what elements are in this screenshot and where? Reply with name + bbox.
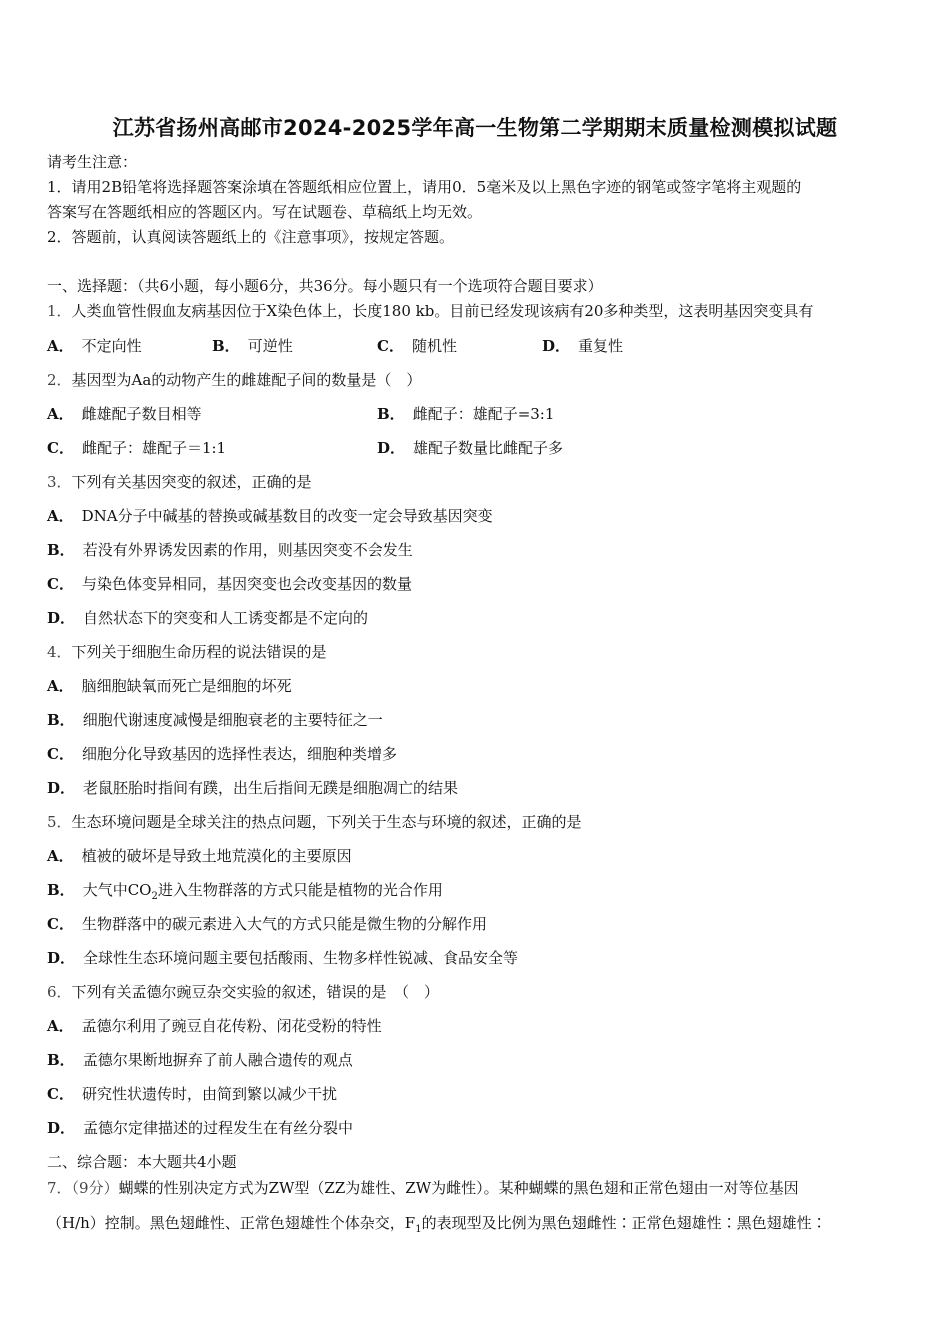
notice-line-1b: 答案写在答题纸相应的答题区内。写在试题卷、草稿纸上均无效。 xyxy=(47,203,483,221)
option-c[interactable]: C． 研究性状遗传时，由简到繁以减少干扰 xyxy=(47,1085,337,1103)
option-a[interactable]: A． DNA分子中碱基的替换或碱基数目的改变一定会导致基因突变 xyxy=(47,507,493,525)
option-c[interactable]: C． 与染色体变异相同，基因突变也会改变基因的数量 xyxy=(47,575,412,593)
option-a[interactable]: A． 不定向性 xyxy=(47,337,142,355)
option-a[interactable]: A． 植被的破坏是导致土地荒漠化的主要原因 xyxy=(47,847,352,865)
option-b[interactable]: B． 孟德尔果断地摒弃了前人融合遗传的观点 xyxy=(47,1051,353,1069)
question-7-line-2: （H/h）控制。黑色翅雌性、正常色翅雄性个体杂交，$F_1$的表现型及比例为黑色翅雌性∶正常色翅雄性∶黑色翅雄性∶ xyxy=(47,1214,827,1235)
question-6: 6．下列有关孟德尔豌豆杂交实验的叙述，错误的是 （ ） xyxy=(47,983,440,1001)
notice-heading: 请考生注意： xyxy=(47,153,138,171)
option-c[interactable]: C． 生物群落中的碳元素进入大气的方式只能是微生物的分解作用 xyxy=(47,915,487,933)
section-2-heading: 二、综合题：本大题共4小题 xyxy=(47,1153,237,1171)
option-b[interactable]: B． 雌配子：雄配子=3:1 xyxy=(377,405,555,423)
option-a[interactable]: A． 孟德尔利用了豌豆自花传粉、闭花受粉的特性 xyxy=(47,1017,382,1035)
notice-line-1: 1．请用2B铅笔将选择题答案涂填在答题纸相应位置上，请用0．5毫米及以上黑色字迹的钢笔或签字笔将主观题的 xyxy=(47,178,802,196)
q1-options xyxy=(47,336,907,356)
q2-options-row-1 xyxy=(47,404,907,424)
option-d[interactable]: D． 雄配子数量比雌配子多 xyxy=(377,439,564,457)
page-title: 江苏省扬州高邮市2024-2025学年高一生物第二学期期末质量检测模拟试题 xyxy=(112,116,838,140)
question-1 xyxy=(47,301,813,321)
question-2: 2．基因型为Aa的动物产生的雌雄配子间的数量是（ ） xyxy=(47,371,422,389)
option-c[interactable]: C． 随机性 xyxy=(377,337,457,355)
question-5: 5．生态环境问题是全球关注的热点问题，下列关于生态与环境的叙述，正确的是 xyxy=(47,813,582,831)
option-b[interactable]: B． 大气中$CO_2$进入生物群落的方式只能是植物的光合作用 xyxy=(47,881,443,902)
notice-line-2: 2．答题前，认真阅读答题纸上的《注意事项》，按规定答题。 xyxy=(47,228,455,246)
option-c[interactable]: C． 雌配子：雄配子＝1:1 xyxy=(47,439,227,457)
option-d[interactable]: D． 自然状态下的突变和人工诱变都是不定向的 xyxy=(47,609,369,627)
question-number: 1． xyxy=(47,302,72,320)
question-text: 人类血管性假血友病基因位于X染色体上，长度180 kb。目前已经发现该病有20多种类型，这表明基因突变具有 xyxy=(71,302,814,320)
option-a[interactable]: A． 脑细胞缺氧而死亡是细胞的坏死 xyxy=(47,677,292,695)
option-c[interactable]: C． 细胞分化导致基因的选择性表达，细胞种类增多 xyxy=(47,745,397,763)
option-d[interactable]: D． 老鼠胚胎时指间有蹼，出生后指间无蹼是细胞凋亡的结果 xyxy=(47,779,459,797)
option-b[interactable]: B． 可逆性 xyxy=(212,337,293,355)
question-4: 4．下列关于细胞生命历程的说法错误的是 xyxy=(47,643,327,661)
option-a[interactable]: A． 雌雄配子数目相等 xyxy=(47,405,202,423)
option-d[interactable]: D． 重复性 xyxy=(542,337,624,355)
q2-options-row-2 xyxy=(47,438,907,458)
question-3: 3．下列有关基因突变的叙述，正确的是 xyxy=(47,473,312,491)
option-d[interactable]: D． 孟德尔定律描述的过程发生在有丝分裂中 xyxy=(47,1119,354,1137)
section-1-heading: 一、选择题：（共6小题，每小题6分，共36分。每小题只有一个选项符合题目要求） xyxy=(47,277,603,295)
option-b[interactable]: B． 若没有外界诱发因素的作用，则基因突变不会发生 xyxy=(47,541,413,559)
question-7: 7．（9分）蝴蝶的性别决定方式为ZW型（ZZ为雄性、ZW为雌性）。某种蝴蝶的黑色翅和正常色翅由一对等位基因 xyxy=(47,1179,799,1197)
option-d[interactable]: D． 全球性生态环境问题主要包括酸雨、生物多样性锐减、食品安全等 xyxy=(47,949,519,967)
option-b[interactable]: B． 细胞代谢速度减慢是细胞衰老的主要特征之一 xyxy=(47,711,383,729)
